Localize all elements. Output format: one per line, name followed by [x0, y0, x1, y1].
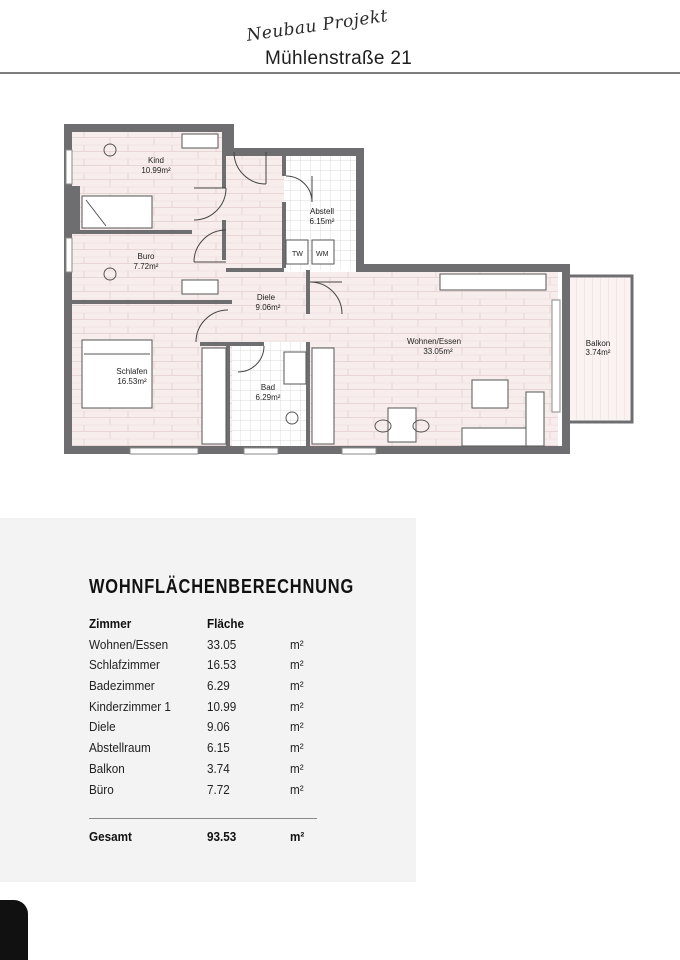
- room-cell: Badezimmer: [89, 678, 155, 694]
- page-corner-tab: [0, 900, 28, 960]
- area-table: [89, 616, 349, 802]
- table-row: [89, 740, 349, 761]
- area-cell: 6.29: [207, 678, 230, 694]
- unit-cell: m²: [290, 636, 304, 652]
- unit-cell: m²: [290, 657, 304, 673]
- table-title: WOHNFLÄCHENBERECHNUNG: [89, 576, 355, 598]
- area-cell: 33.05: [207, 636, 237, 652]
- table-row: [89, 782, 349, 803]
- total-row: [89, 829, 349, 850]
- area-cell: 6.15: [207, 740, 230, 756]
- room-name: Wohnen/Essen: [406, 337, 462, 346]
- room-label-schlafen: [116, 367, 147, 386]
- room-name: Bad: [260, 383, 276, 392]
- table-row: [89, 678, 349, 699]
- table-header-row: [89, 616, 349, 637]
- table-row: [89, 719, 349, 740]
- area-cell: 3.74: [207, 760, 230, 776]
- header-divider: [0, 72, 680, 74]
- unit-cell: m²: [290, 698, 304, 714]
- room-name: Kind: [147, 156, 165, 165]
- room-name: Balkon: [585, 339, 611, 348]
- room-name: Diele: [256, 293, 276, 302]
- table-row: [89, 761, 349, 782]
- room-label-balkon: [586, 339, 611, 357]
- total-area: 93.53: [207, 829, 237, 844]
- total-label: Gesamt: [89, 829, 132, 844]
- appliance-label-tw: TW: [292, 251, 303, 258]
- area-cell: 7.72: [207, 781, 230, 797]
- appliance-label-wm: WM: [316, 251, 329, 258]
- area-cell: 9.06: [207, 719, 230, 735]
- unit-cell: m²: [290, 760, 304, 776]
- room-label-abstell: [310, 207, 335, 226]
- column-header-room: Zimmer: [89, 616, 132, 631]
- room-area: 6.15m²: [309, 217, 335, 226]
- total-unit: m²: [290, 829, 305, 844]
- table-row: [89, 699, 349, 720]
- page-header: [0, 0, 680, 76]
- project-script-logo: Neubau Projekt: [245, 6, 390, 46]
- room-cell: Wohnen/Essen: [89, 636, 169, 652]
- room-cell: Kinderzimmer 1: [89, 698, 171, 714]
- room-cell: Balkon: [89, 760, 125, 776]
- room-area: 7.72m²: [133, 262, 159, 271]
- room-cell: Diele: [89, 719, 116, 735]
- room-area: 3.74m²: [585, 348, 611, 357]
- total-divider: [89, 818, 317, 819]
- floor-plan: [0, 110, 680, 490]
- area-calculation-panel: [0, 518, 416, 882]
- room-area: 6.29m²: [255, 393, 281, 402]
- room-cell: Büro: [89, 781, 114, 797]
- area-cell: 10.99: [207, 698, 237, 714]
- room-name: Buro: [137, 252, 155, 261]
- unit-cell: m²: [290, 781, 304, 797]
- room-area: 16.53m²: [117, 377, 147, 386]
- room-name: Schlafen: [116, 367, 148, 376]
- room-cell: Abstellraum: [89, 740, 151, 756]
- room-area: 9.06m²: [255, 303, 281, 312]
- unit-cell: m²: [290, 719, 304, 735]
- room-name: Abstell: [309, 207, 335, 216]
- room-area: 10.99m²: [141, 166, 171, 175]
- room-area: 33.05m²: [423, 347, 453, 356]
- table-row: [89, 657, 349, 678]
- unit-cell: m²: [290, 678, 304, 694]
- unit-cell: m²: [290, 740, 304, 756]
- room-cell: Schlafzimmer: [89, 657, 160, 673]
- area-cell: 16.53: [207, 657, 237, 673]
- column-header-area: Fläche: [207, 616, 245, 631]
- table-row: [89, 637, 349, 658]
- page-title: Mühlenstraße 21: [265, 48, 413, 69]
